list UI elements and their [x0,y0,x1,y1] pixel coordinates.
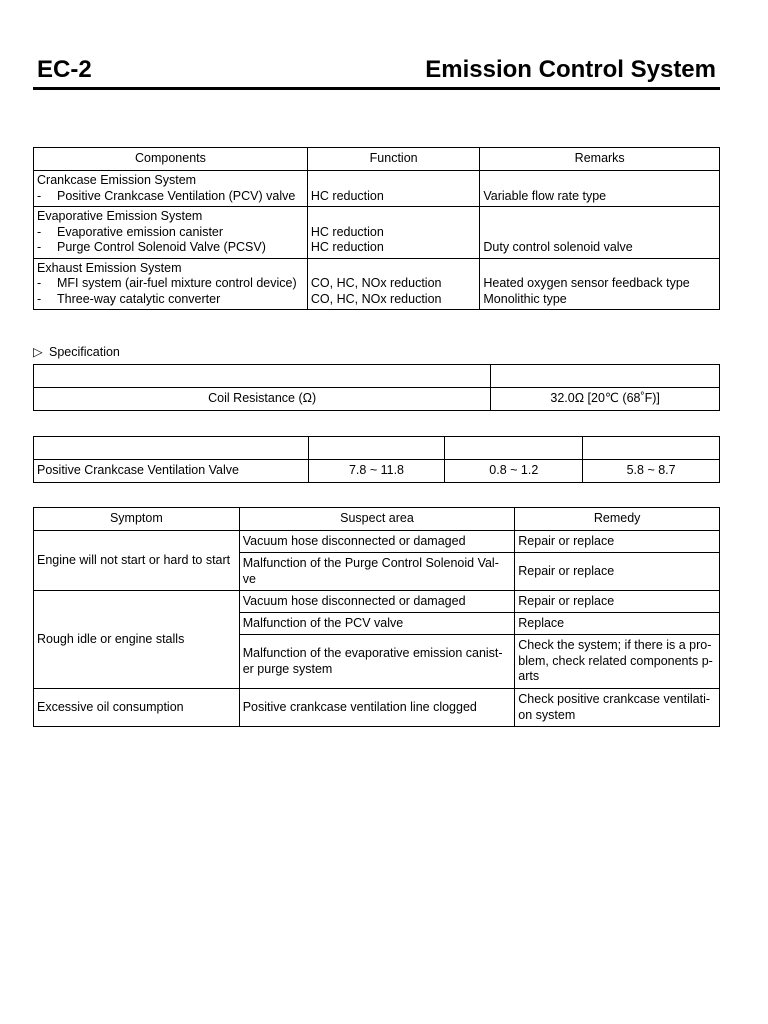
table-cell [308,437,445,460]
table-row [34,460,720,483]
table-row [34,591,720,613]
remark-value [483,225,716,241]
triangle-icon: ▷ [33,345,43,359]
table-row [34,437,720,460]
suspect-area-cell: Malfunction of the Purge Control Solenoid Val-ve [239,553,515,591]
remark-value: Monolithic type [483,291,567,306]
remarks-header: Remarks [480,148,720,171]
table-cell [34,365,491,388]
component-item: - Three-way catalytic converter [37,291,221,306]
component-item: - MFI system (air-fuel mixture control device) [37,276,297,290]
remedy-cell: Check positive crankcase ventilati-on system [515,689,720,727]
coil-resistance-value: 32.0Ω [20℃ (68˚F)] [491,388,720,411]
troubleshooting-table [33,507,720,727]
components-header-row [34,148,720,171]
pcv-label: Positive Crankcase Ventilation Valve [34,460,309,483]
components-header: Components [34,148,308,171]
table-row [34,207,720,259]
remedy-cell: Replace [515,613,720,635]
table-cell [491,365,720,388]
table-cell [34,437,309,460]
suspect-area-cell: Vacuum hose disconnected or damaged [239,591,515,613]
system-name: Evaporative Emission System [37,209,203,223]
page-title: Emission Control System [425,56,716,83]
suspect-area-cell: Positive crankcase ventilation line clogged [239,689,515,727]
component-item: - Purge Control Solenoid Valve (PCSV) [37,240,266,254]
suspect-area-cell: Malfunction of the evaporative emission canist-er purge system [239,635,515,689]
coil-resistance-label: Coil Resistance (Ω) [34,388,491,411]
suspect-area-cell: Malfunction of the PCV valve [239,613,515,635]
table-cell [445,437,583,460]
troubleshooting-header-row [34,508,720,531]
section-code: EC-2 [37,56,92,83]
pcv-spec-table [33,436,720,483]
remark-value: Heated oxygen sensor feedback type [483,276,690,290]
remedy-header: Remedy [515,508,720,531]
pcv-value: 7.8 ~ 11.8 [308,460,445,483]
table-cell [583,437,720,460]
remedy-cell: Check the system; if there is a pro-blem, check related components p-arts [515,635,720,689]
component-item: - Positive Crankcase Ventilation (PCV) valve [37,188,296,203]
function-value: CO, HC, NOx reduction [310,291,442,306]
system-name: Crankcase Emission System [37,173,197,187]
table-row [34,388,720,411]
suspect-area-cell: Vacuum hose disconnected or damaged [239,531,515,553]
remedy-cell: Repair or replace [515,591,720,613]
function-header: Function [307,148,479,171]
function-value: HC reduction [310,224,384,239]
table-row [34,171,720,207]
page-header [33,56,720,90]
remedy-cell: Repair or replace [515,531,720,553]
symptom-cell: Rough idle or engine stalls [34,591,240,689]
symptom-header: Symptom [34,508,240,531]
table-row [34,365,720,388]
symptom-cell: Excessive oil consumption [34,689,240,727]
suspect-area-header: Suspect area [239,508,515,531]
system-name: Exhaust Emission System [37,260,182,275]
function-value: HC reduction [310,240,384,254]
table-row [34,258,720,310]
specification-label: ▷ Specification [33,345,120,359]
components-table [33,147,720,310]
coil-spec-table [33,364,720,411]
remark-value: Variable flow rate type [483,188,607,203]
function-value: CO, HC, NOx reduction [310,276,442,290]
symptom-cell: Engine will not start or hard to start [34,531,240,591]
remedy-cell: Repair or replace [515,553,720,591]
remark-value: Duty control solenoid valve [483,240,633,254]
table-row [34,531,720,553]
pcv-value: 5.8 ~ 8.7 [583,460,720,483]
pcv-value: 0.8 ~ 1.2 [445,460,583,483]
table-row [34,689,720,727]
component-item: - Evaporative emission canister [37,224,224,239]
function-value: HC reduction [310,188,384,203]
